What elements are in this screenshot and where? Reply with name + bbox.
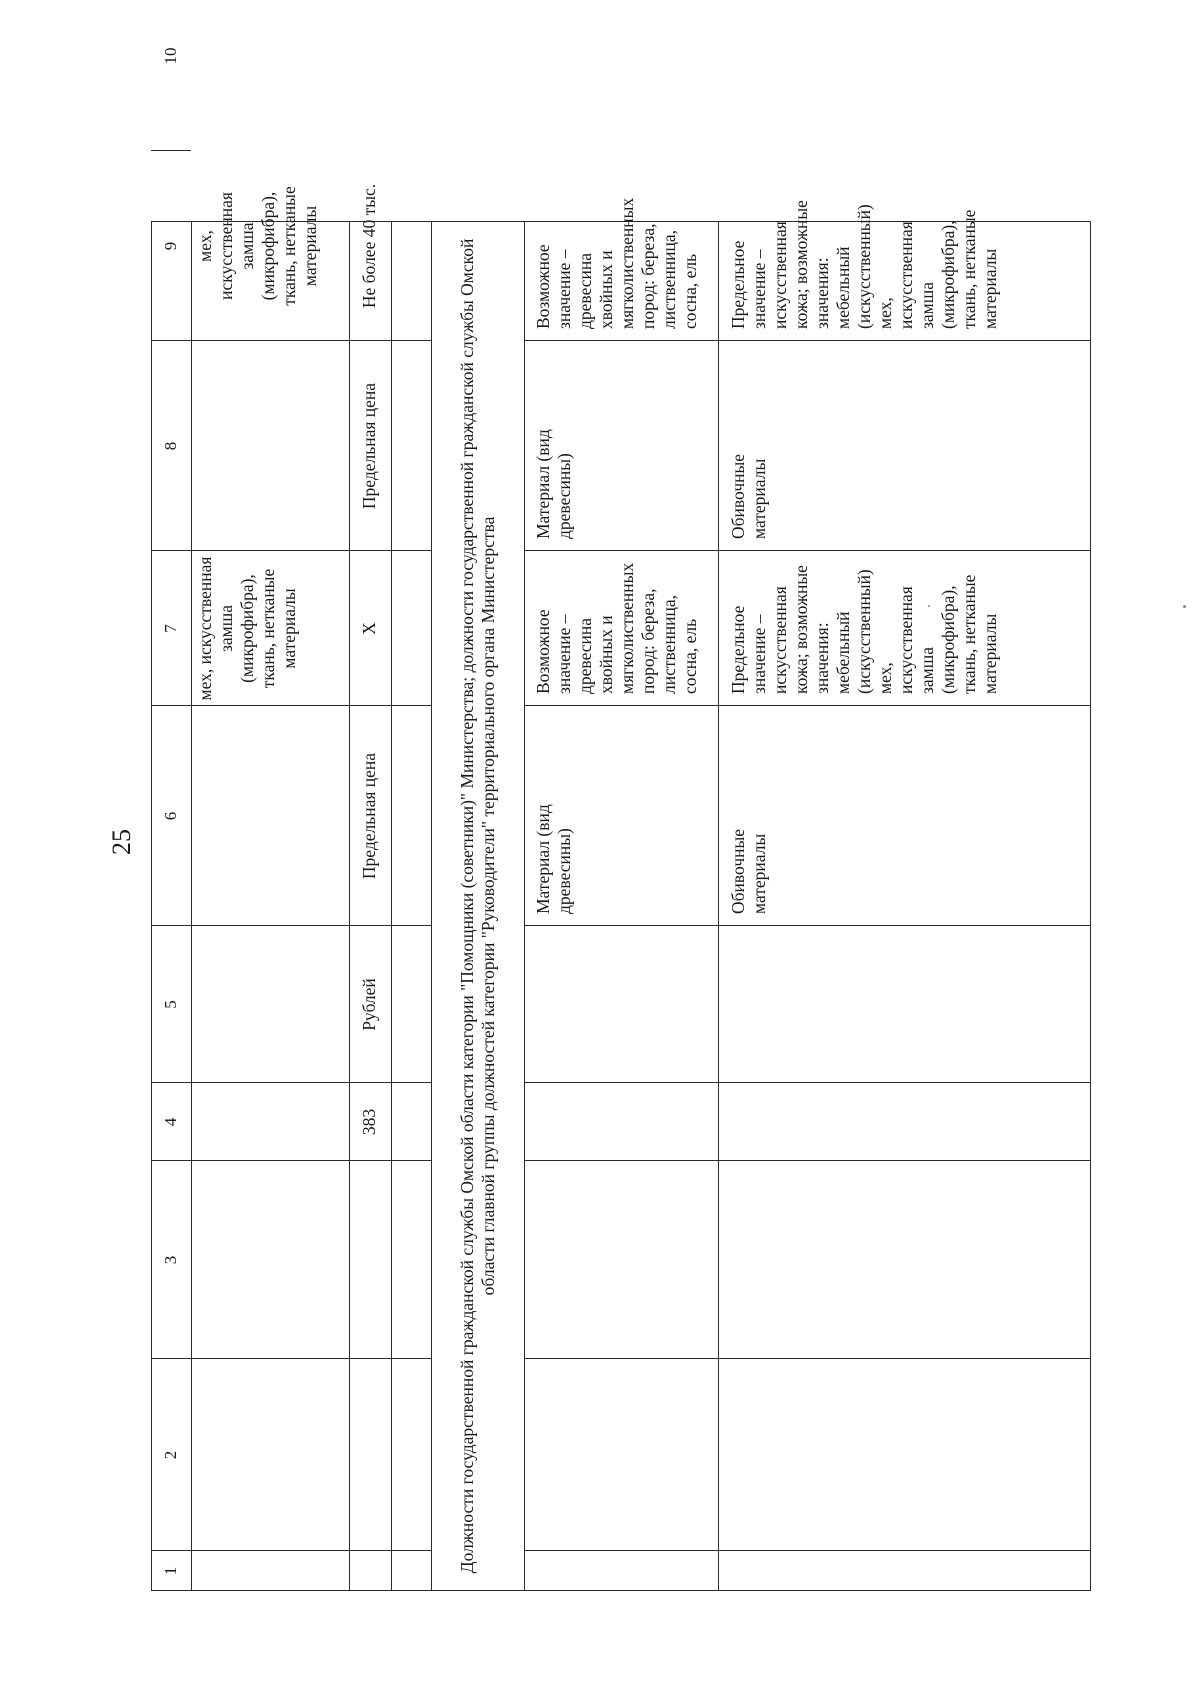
column-divider — [191, 925, 431, 926]
column-number: 4 — [161, 1117, 180, 1127]
cell-wood-value: Возможное значение – древесина хвойных и мягколиственных пород: береза, лиственница, сосна, ель — [533, 197, 700, 329]
rotated-table — [151, 47, 1091, 1591]
row-divider — [349, 221, 350, 1591]
cell-col9-continuation: мех, искусственная замша (микрофибра), ткань, нетканые материалы — [195, 186, 320, 306]
column-divider — [191, 1160, 431, 1161]
row-divider — [391, 221, 392, 1591]
cell-price-characteristic: Предельная цена — [359, 752, 379, 880]
column-number: 1 — [161, 1566, 180, 1576]
section-header: Должности государственной гражданской службы Омской области категории "Помощники (советники)" Министерства; должности государственной гражданской службы Омской области главной группы должностей категории "Руководители" территориального органа Министерства — [456, 238, 498, 1574]
column-divider — [524, 1358, 1091, 1359]
cell-wood-value: Возможное значение – древесина хвойных и мягколиственных пород: береза, лиственница, сосна, ель — [533, 562, 700, 694]
row-divider — [718, 221, 719, 1591]
cell-price-value: Не более 40 тыс. — [359, 183, 379, 309]
page-number: 25 — [107, 829, 136, 855]
column-divider — [524, 1160, 1091, 1161]
column-number: 9 — [161, 241, 180, 251]
scan-speck — [1183, 605, 1186, 608]
column-number: 7 — [161, 624, 180, 633]
column-divider — [524, 1082, 1091, 1083]
column-number: 8 — [161, 441, 180, 451]
row-divider — [191, 221, 192, 1591]
cell-unit: Рублей — [359, 978, 379, 1031]
cell-upholstery-value: Предельное значение – искусственная кожа; возможные значения: мебельный (искусственный) мех, искусственная замша (микрофибра), ткань, нетканые материалы — [728, 565, 1000, 694]
column-divider — [524, 1550, 1091, 1551]
column-number: 6 — [161, 811, 180, 821]
cell-wood-characteristic: Материал (вид древесины) — [533, 804, 574, 914]
column-number: 10 — [161, 47, 180, 65]
cell-price-value: Х — [359, 622, 379, 635]
column-divider — [191, 1082, 431, 1083]
cell-upholstery-value: Предельное значение – искусственная кожа; возможные значения: мебельный (искусственный) мех, искусственная замша (микрофибра), ткань, нетканые материалы — [728, 200, 1000, 329]
column-number: 3 — [161, 1255, 180, 1265]
cell-upholstery-characteristic: Обивочные материалы — [728, 453, 769, 539]
cell-upholstery-characteristic: Обивочные материалы — [728, 828, 769, 914]
cell-col7-continuation: мех, искусственная замша (микрофибра), ткань, нетканые материалы — [195, 556, 299, 701]
column-number: 5 — [161, 1000, 180, 1009]
cell-price-characteristic: Предельная цена — [359, 382, 379, 510]
cell-okei-code: 383 — [359, 1108, 379, 1136]
column-divider — [191, 1550, 431, 1551]
row-divider — [524, 221, 525, 1591]
cell-wood-characteristic: Материал (вид древесины) — [533, 429, 574, 539]
column-number: 2 — [161, 1450, 180, 1460]
column-divider — [191, 1358, 431, 1359]
